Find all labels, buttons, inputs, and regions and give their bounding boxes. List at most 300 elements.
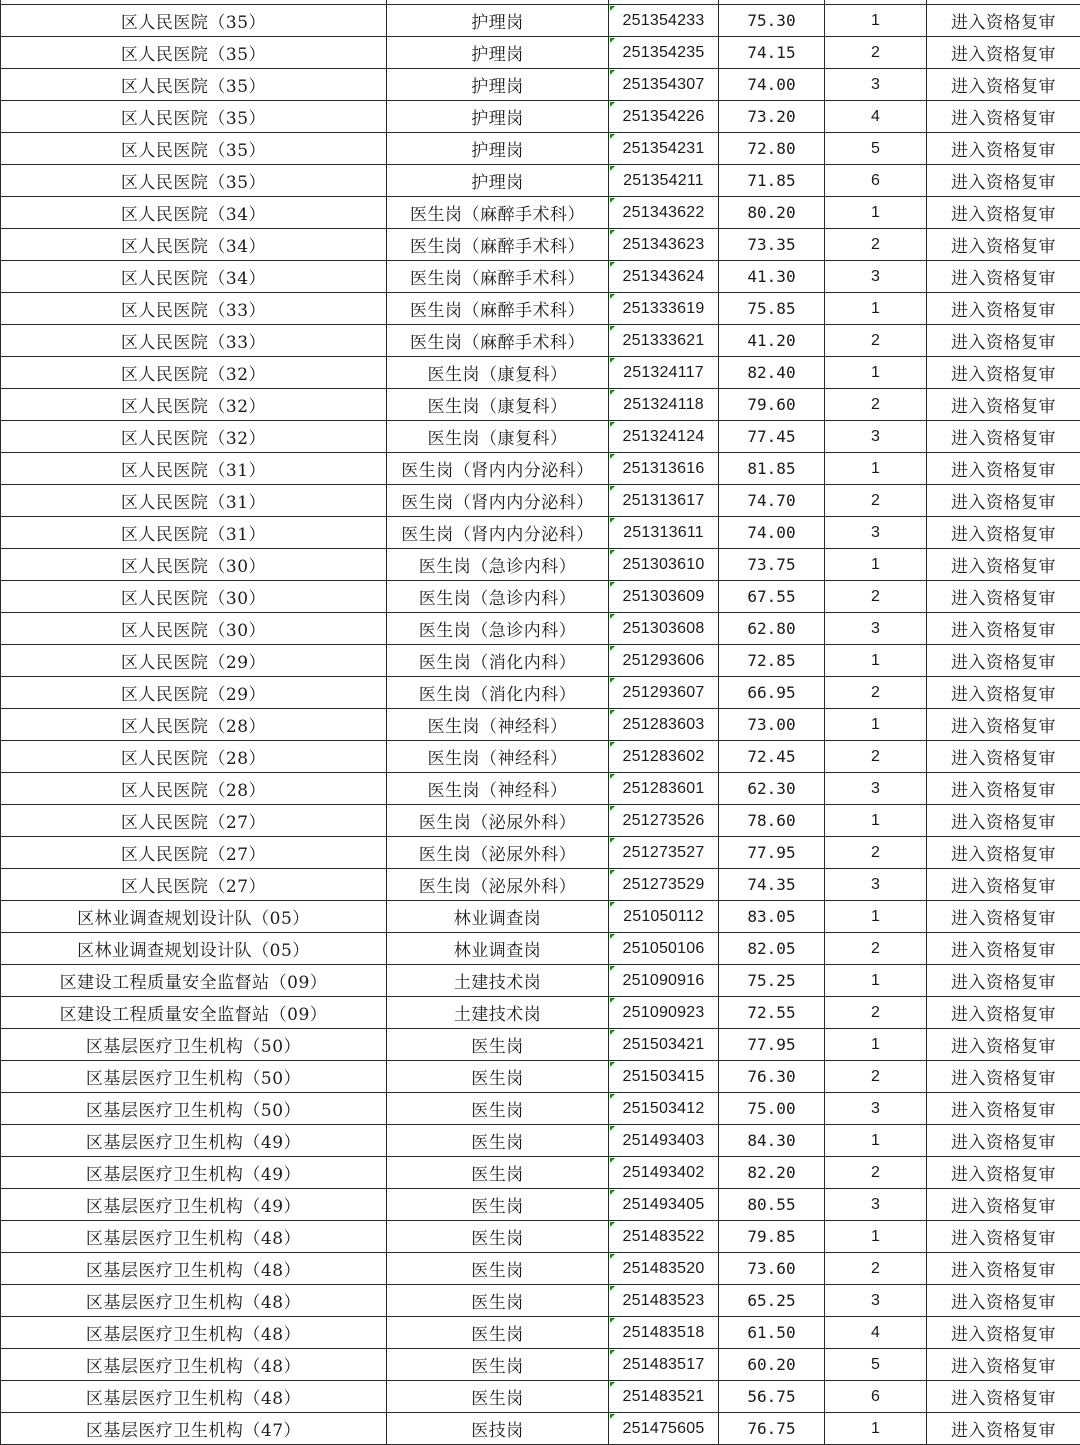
score-cell: 74.00 [719, 517, 825, 549]
score-cell: 62.30 [719, 773, 825, 805]
score-cell: 72.45 [719, 741, 825, 773]
job-post-cell: 护理岗 [387, 133, 609, 165]
exam-ticket-number-cell: 251483520 [609, 1253, 719, 1285]
score-cell: 79.85 [719, 1221, 825, 1253]
employer-unit-cell: 区基层医疗卫生机构（49） [1, 1157, 387, 1189]
exam-ticket-number-cell: 251483523 [609, 1285, 719, 1317]
table-row [1, 165, 1080, 197]
rank-cell: 4 [825, 1317, 927, 1349]
rank-cell: 2 [825, 1253, 927, 1285]
job-post-cell: 医生岗（泌尿外科） [387, 805, 609, 837]
table-row [1, 773, 1080, 805]
employer-unit-cell: 区人民医院（35） [1, 133, 387, 165]
table-row [1, 709, 1080, 741]
review-status-cell: 进入资格复审 [927, 517, 1080, 549]
review-status-cell: 进入资格复审 [927, 165, 1080, 197]
employer-unit-cell: 区基层医疗卫生机构（50） [1, 1061, 387, 1093]
table-row [1, 1125, 1080, 1157]
exam-ticket-number-cell: 251283601 [609, 773, 719, 805]
review-status-cell: 进入资格复审 [927, 677, 1080, 709]
table-row [1, 1061, 1080, 1093]
job-post-cell: 医生岗（麻醉手术科） [387, 197, 609, 229]
score-cell: 73.60 [719, 1253, 825, 1285]
rank-cell: 6 [825, 1381, 927, 1413]
table-row [1, 1093, 1080, 1125]
job-post-cell: 土建技术岗 [387, 965, 609, 997]
exam-ticket-number-cell: 251313616 [609, 453, 719, 485]
exam-ticket-number-cell: 251050112 [609, 901, 719, 933]
rank-cell: 2 [825, 933, 927, 965]
table-row [1, 1189, 1080, 1221]
job-post-cell: 医生岗（急诊内科） [387, 581, 609, 613]
review-status-cell: 进入资格复审 [927, 709, 1080, 741]
score-cell: 67.55 [719, 581, 825, 613]
rank-cell: 1 [825, 1221, 927, 1253]
score-cell: 80.55 [719, 1189, 825, 1221]
job-post-cell: 医生岗（消化内科） [387, 645, 609, 677]
job-post-cell: 林业调查岗 [387, 933, 609, 965]
employer-unit-cell: 区人民医院（35） [1, 37, 387, 69]
review-status-cell: 进入资格复审 [927, 1221, 1080, 1253]
employer-unit-cell: 区人民医院（29） [1, 677, 387, 709]
job-post-cell: 医技岗 [387, 1413, 609, 1445]
score-cell: 73.00 [719, 709, 825, 741]
rank-cell: 2 [825, 1157, 927, 1189]
employer-unit-cell: 区人民医院（32） [1, 389, 387, 421]
exam-ticket-number-cell: 251324118 [609, 389, 719, 421]
job-post-cell: 医生岗（急诊内科） [387, 549, 609, 581]
review-status-cell: 进入资格复审 [927, 1381, 1080, 1413]
exam-ticket-number-cell: 251273526 [609, 805, 719, 837]
review-status-cell: 进入资格复审 [927, 1029, 1080, 1061]
employer-unit-cell: 区基层医疗卫生机构（47） [1, 1413, 387, 1445]
score-cell: 76.75 [719, 1413, 825, 1445]
score-cell: 77.95 [719, 1029, 825, 1061]
score-cell: 79.60 [719, 389, 825, 421]
job-post-cell: 医生岗 [387, 1253, 609, 1285]
score-cell: 66.95 [719, 677, 825, 709]
exam-ticket-number-cell: 251354226 [609, 101, 719, 133]
score-cell: 62.80 [719, 613, 825, 645]
review-status-cell: 进入资格复审 [927, 1413, 1080, 1445]
review-status-cell: 进入资格复审 [927, 293, 1080, 325]
score-cell: 77.45 [719, 421, 825, 453]
score-cell: 73.35 [719, 229, 825, 261]
job-post-cell: 医生岗 [387, 1125, 609, 1157]
employer-unit-cell: 区人民医院（28） [1, 741, 387, 773]
exam-ticket-number-cell: 251303609 [609, 581, 719, 613]
exam-ticket-number-cell: 251303610 [609, 549, 719, 581]
table-row [1, 5, 1080, 37]
rank-cell: 3 [825, 773, 927, 805]
score-cell: 82.40 [719, 357, 825, 389]
review-status-cell: 进入资格复审 [927, 261, 1080, 293]
review-status-cell: 进入资格复审 [927, 37, 1080, 69]
review-status-cell: 进入资格复审 [927, 389, 1080, 421]
exam-ticket-number-cell: 251483521 [609, 1381, 719, 1413]
job-post-cell: 护理岗 [387, 165, 609, 197]
exam-ticket-number-cell: 251313617 [609, 485, 719, 517]
table-row [1, 837, 1080, 869]
job-post-cell: 林业调查岗 [387, 901, 609, 933]
rank-cell: 4 [825, 101, 927, 133]
exam-ticket-number-cell: 251343624 [609, 261, 719, 293]
table-row [1, 421, 1080, 453]
employer-unit-cell: 区建设工程质量安全监督站（09） [1, 997, 387, 1029]
score-cell: 82.05 [719, 933, 825, 965]
rank-cell: 2 [825, 997, 927, 1029]
exam-ticket-number-cell: 251503412 [609, 1093, 719, 1125]
employer-unit-cell: 区人民医院（27） [1, 869, 387, 901]
score-cell: 74.70 [719, 485, 825, 517]
table-row [1, 869, 1080, 901]
employer-unit-cell: 区人民医院（32） [1, 421, 387, 453]
job-post-cell: 土建技术岗 [387, 997, 609, 1029]
review-status-cell: 进入资格复审 [927, 325, 1080, 357]
score-cell: 77.95 [719, 837, 825, 869]
score-cell: 84.30 [719, 1125, 825, 1157]
score-cell: 61.50 [719, 1317, 825, 1349]
table-row [1, 965, 1080, 997]
job-post-cell: 医生岗（麻醉手术科） [387, 325, 609, 357]
table-row [1, 197, 1080, 229]
job-post-cell: 护理岗 [387, 69, 609, 101]
exam-ticket-number-cell: 251354211 [609, 165, 719, 197]
employer-unit-cell: 区人民医院（31） [1, 453, 387, 485]
results-table-body [1, 0, 1080, 1445]
job-post-cell: 护理岗 [387, 37, 609, 69]
score-cell: 76.30 [719, 1061, 825, 1093]
exam-ticket-number-cell: 251090923 [609, 997, 719, 1029]
score-cell: 41.30 [719, 261, 825, 293]
review-status-cell: 进入资格复审 [927, 453, 1080, 485]
table-row [1, 133, 1080, 165]
review-status-cell: 进入资格复审 [927, 1189, 1080, 1221]
review-status-cell: 进入资格复审 [927, 773, 1080, 805]
exam-ticket-number-cell: 251483517 [609, 1349, 719, 1381]
employer-unit-cell: 区人民医院（35） [1, 101, 387, 133]
rank-cell: 2 [825, 37, 927, 69]
job-post-cell: 医生岗 [387, 1381, 609, 1413]
employer-unit-cell: 区人民医院（27） [1, 837, 387, 869]
table-row [1, 229, 1080, 261]
rank-cell: 6 [825, 165, 927, 197]
rank-cell: 2 [825, 837, 927, 869]
table-row [1, 69, 1080, 101]
review-status-cell: 进入资格复审 [927, 741, 1080, 773]
exam-ticket-number-cell: 251313611 [609, 517, 719, 549]
employer-unit-cell: 区建设工程质量安全监督站（09） [1, 965, 387, 997]
table-row [1, 741, 1080, 773]
rank-cell: 2 [825, 677, 927, 709]
table-row [1, 261, 1080, 293]
table-row [1, 37, 1080, 69]
exam-ticket-number-cell: 251293606 [609, 645, 719, 677]
job-post-cell: 医生岗 [387, 1285, 609, 1317]
employer-unit-cell: 区人民医院（35） [1, 165, 387, 197]
exam-ticket-number-cell: 251333621 [609, 325, 719, 357]
table-row [1, 933, 1080, 965]
score-cell: 65.25 [719, 1285, 825, 1317]
employer-unit-cell: 区人民医院（34） [1, 197, 387, 229]
table-row [1, 1253, 1080, 1285]
review-status-cell: 进入资格复审 [927, 101, 1080, 133]
table-row [1, 613, 1080, 645]
rank-cell: 2 [825, 741, 927, 773]
employer-unit-cell: 区人民医院（30） [1, 613, 387, 645]
exam-ticket-number-cell: 251493402 [609, 1157, 719, 1189]
exam-ticket-number-cell: 251050106 [609, 933, 719, 965]
score-cell: 75.85 [719, 293, 825, 325]
employer-unit-cell: 区人民医院（31） [1, 517, 387, 549]
exam-ticket-number-cell: 251354307 [609, 69, 719, 101]
employer-unit-cell: 区基层医疗卫生机构（50） [1, 1029, 387, 1061]
review-status-cell: 进入资格复审 [927, 837, 1080, 869]
table-row [1, 677, 1080, 709]
score-cell: 72.55 [719, 997, 825, 1029]
job-post-cell: 医生岗（肾内内分泌科） [387, 485, 609, 517]
score-cell: 75.00 [719, 1093, 825, 1125]
review-status-cell: 进入资格复审 [927, 869, 1080, 901]
exam-ticket-number-cell: 251483522 [609, 1221, 719, 1253]
exam-ticket-number-cell: 251343622 [609, 197, 719, 229]
table-row [1, 325, 1080, 357]
table-row [1, 453, 1080, 485]
employer-unit-cell: 区人民医院（30） [1, 549, 387, 581]
exam-ticket-number-cell: 251283603 [609, 709, 719, 741]
rank-cell: 3 [825, 869, 927, 901]
table-row [1, 1029, 1080, 1061]
job-post-cell: 护理岗 [387, 101, 609, 133]
rank-cell: 5 [825, 1349, 927, 1381]
score-cell: 81.85 [719, 453, 825, 485]
rank-cell: 1 [825, 197, 927, 229]
rank-cell: 3 [825, 613, 927, 645]
table-row [1, 1157, 1080, 1189]
table-row [1, 101, 1080, 133]
rank-cell: 2 [825, 581, 927, 613]
rank-cell: 3 [825, 261, 927, 293]
exam-ticket-number-cell: 251475605 [609, 1413, 719, 1445]
review-status-cell: 进入资格复审 [927, 133, 1080, 165]
rank-cell: 2 [825, 325, 927, 357]
rank-cell: 1 [825, 549, 927, 581]
rank-cell: 1 [825, 709, 927, 741]
job-post-cell: 医生岗（肾内内分泌科） [387, 517, 609, 549]
review-status-cell: 进入资格复审 [927, 69, 1080, 101]
rank-cell: 1 [825, 1029, 927, 1061]
table-row [1, 645, 1080, 677]
table-row [1, 1285, 1080, 1317]
rank-cell: 3 [825, 1093, 927, 1125]
employer-unit-cell: 区人民医院（31） [1, 485, 387, 517]
score-cell: 72.80 [719, 133, 825, 165]
job-post-cell: 医生岗（康复科） [387, 421, 609, 453]
job-post-cell: 医生岗（泌尿外科） [387, 869, 609, 901]
rank-cell: 1 [825, 645, 927, 677]
employer-unit-cell: 区基层医疗卫生机构（48） [1, 1381, 387, 1413]
review-status-cell: 进入资格复审 [927, 645, 1080, 677]
employer-unit-cell: 区人民医院（27） [1, 805, 387, 837]
job-post-cell: 医生岗 [387, 1189, 609, 1221]
exam-ticket-number-cell: 251273527 [609, 837, 719, 869]
score-cell: 82.20 [719, 1157, 825, 1189]
rank-cell: 1 [825, 5, 927, 37]
employer-unit-cell: 区人民医院（32） [1, 357, 387, 389]
rank-cell: 1 [825, 805, 927, 837]
review-status-cell: 进入资格复审 [927, 805, 1080, 837]
table-row [1, 1381, 1080, 1413]
employer-unit-cell: 区基层医疗卫生机构（49） [1, 1125, 387, 1157]
table-row [1, 517, 1080, 549]
table-row [1, 901, 1080, 933]
review-status-cell: 进入资格复审 [927, 197, 1080, 229]
job-post-cell: 医生岗（麻醉手术科） [387, 261, 609, 293]
score-cell: 41.20 [719, 325, 825, 357]
employer-unit-cell: 区基层医疗卫生机构（48） [1, 1317, 387, 1349]
table-row [1, 1221, 1080, 1253]
rank-cell: 3 [825, 517, 927, 549]
employer-unit-cell: 区基层医疗卫生机构（48） [1, 1253, 387, 1285]
table-row [1, 357, 1080, 389]
review-status-cell: 进入资格复审 [927, 581, 1080, 613]
exam-ticket-number-cell: 251503421 [609, 1029, 719, 1061]
rank-cell: 1 [825, 357, 927, 389]
review-status-cell: 进入资格复审 [927, 965, 1080, 997]
rank-cell: 1 [825, 293, 927, 325]
exam-ticket-number-cell: 251283602 [609, 741, 719, 773]
review-status-cell: 进入资格复审 [927, 613, 1080, 645]
review-status-cell: 进入资格复审 [927, 1061, 1080, 1093]
rank-cell: 1 [825, 1413, 927, 1445]
rank-cell: 1 [825, 453, 927, 485]
exam-ticket-number-cell: 251483518 [609, 1317, 719, 1349]
review-status-cell: 进入资格复审 [927, 1157, 1080, 1189]
rank-cell: 3 [825, 421, 927, 453]
score-cell: 83.05 [719, 901, 825, 933]
exam-ticket-number-cell: 251354233 [609, 5, 719, 37]
job-post-cell: 护理岗 [387, 5, 609, 37]
exam-ticket-number-cell: 251333619 [609, 293, 719, 325]
score-cell: 74.15 [719, 37, 825, 69]
job-post-cell: 医生岗（麻醉手术科） [387, 293, 609, 325]
review-status-cell: 进入资格复审 [927, 933, 1080, 965]
job-post-cell: 医生岗（神经科） [387, 741, 609, 773]
review-status-cell: 进入资格复审 [927, 1285, 1080, 1317]
job-post-cell: 医生岗（神经科） [387, 773, 609, 805]
review-status-cell: 进入资格复审 [927, 1317, 1080, 1349]
job-post-cell: 医生岗（康复科） [387, 389, 609, 421]
exam-ticket-number-cell: 251303608 [609, 613, 719, 645]
job-post-cell: 医生岗（麻醉手术科） [387, 229, 609, 261]
review-status-cell: 进入资格复审 [927, 901, 1080, 933]
score-cell: 72.85 [719, 645, 825, 677]
rank-cell: 5 [825, 133, 927, 165]
exam-ticket-number-cell: 251354235 [609, 37, 719, 69]
employer-unit-cell: 区人民医院（35） [1, 5, 387, 37]
table-row [1, 293, 1080, 325]
review-status-cell: 进入资格复审 [927, 5, 1080, 37]
review-status-cell: 进入资格复审 [927, 1253, 1080, 1285]
job-post-cell: 医生岗 [387, 1317, 609, 1349]
score-cell: 73.20 [719, 101, 825, 133]
review-status-cell: 进入资格复审 [927, 1093, 1080, 1125]
employer-unit-cell: 区基层医疗卫生机构（48） [1, 1349, 387, 1381]
exam-ticket-number-cell: 251503415 [609, 1061, 719, 1093]
job-post-cell: 医生岗（肾内内分泌科） [387, 453, 609, 485]
job-post-cell: 医生岗（泌尿外科） [387, 837, 609, 869]
review-status-cell: 进入资格复审 [927, 229, 1080, 261]
employer-unit-cell: 区基层医疗卫生机构（49） [1, 1189, 387, 1221]
employer-unit-cell: 区基层医疗卫生机构（48） [1, 1285, 387, 1317]
employer-unit-cell: 区基层医疗卫生机构（50） [1, 1093, 387, 1125]
employer-unit-cell: 区人民医院（33） [1, 293, 387, 325]
rank-cell: 2 [825, 1061, 927, 1093]
exam-ticket-number-cell: 251343623 [609, 229, 719, 261]
rank-cell: 3 [825, 1189, 927, 1221]
exam-ticket-number-cell: 251293607 [609, 677, 719, 709]
rank-cell: 2 [825, 485, 927, 517]
job-post-cell: 医生岗（急诊内科） [387, 613, 609, 645]
table-row [1, 549, 1080, 581]
score-cell: 78.60 [719, 805, 825, 837]
job-post-cell: 医生岗 [387, 1157, 609, 1189]
score-cell: 71.85 [719, 165, 825, 197]
exam-ticket-number-cell: 251273529 [609, 869, 719, 901]
employer-unit-cell: 区人民医院（28） [1, 709, 387, 741]
rank-cell: 1 [825, 901, 927, 933]
employer-unit-cell: 区林业调查规划设计队（05） [1, 933, 387, 965]
score-cell: 80.20 [719, 197, 825, 229]
table-row [1, 389, 1080, 421]
exam-ticket-number-cell: 251354231 [609, 133, 719, 165]
exam-ticket-number-cell: 251493405 [609, 1189, 719, 1221]
review-status-cell: 进入资格复审 [927, 549, 1080, 581]
employer-unit-cell: 区人民医院（35） [1, 69, 387, 101]
rank-cell: 1 [825, 1125, 927, 1157]
score-cell: 74.35 [719, 869, 825, 901]
job-post-cell: 医生岗 [387, 1349, 609, 1381]
exam-ticket-number-cell: 251324124 [609, 421, 719, 453]
job-post-cell: 医生岗 [387, 1093, 609, 1125]
employer-unit-cell: 区基层医疗卫生机构（48） [1, 1221, 387, 1253]
rank-cell: 3 [825, 1285, 927, 1317]
score-cell: 60.20 [719, 1349, 825, 1381]
review-status-cell: 进入资格复审 [927, 1349, 1080, 1381]
score-cell: 75.25 [719, 965, 825, 997]
table-row [1, 805, 1080, 837]
rank-cell: 2 [825, 229, 927, 261]
review-status-cell: 进入资格复审 [927, 997, 1080, 1029]
table-row [1, 997, 1080, 1029]
job-post-cell: 医生岗（神经科） [387, 709, 609, 741]
score-cell: 56.75 [719, 1381, 825, 1413]
rank-cell: 3 [825, 69, 927, 101]
job-post-cell: 医生岗 [387, 1029, 609, 1061]
job-post-cell: 医生岗 [387, 1061, 609, 1093]
rank-cell: 2 [825, 389, 927, 421]
score-cell: 73.75 [719, 549, 825, 581]
score-cell: 75.30 [719, 5, 825, 37]
exam-ticket-number-cell: 251493403 [609, 1125, 719, 1157]
employer-unit-cell: 区人民医院（28） [1, 773, 387, 805]
job-post-cell: 医生岗 [387, 1221, 609, 1253]
employer-unit-cell: 区人民医院（30） [1, 581, 387, 613]
rank-cell: 1 [825, 965, 927, 997]
table-row [1, 1349, 1080, 1381]
employer-unit-cell: 区人民医院（33） [1, 325, 387, 357]
review-status-cell: 进入资格复审 [927, 357, 1080, 389]
